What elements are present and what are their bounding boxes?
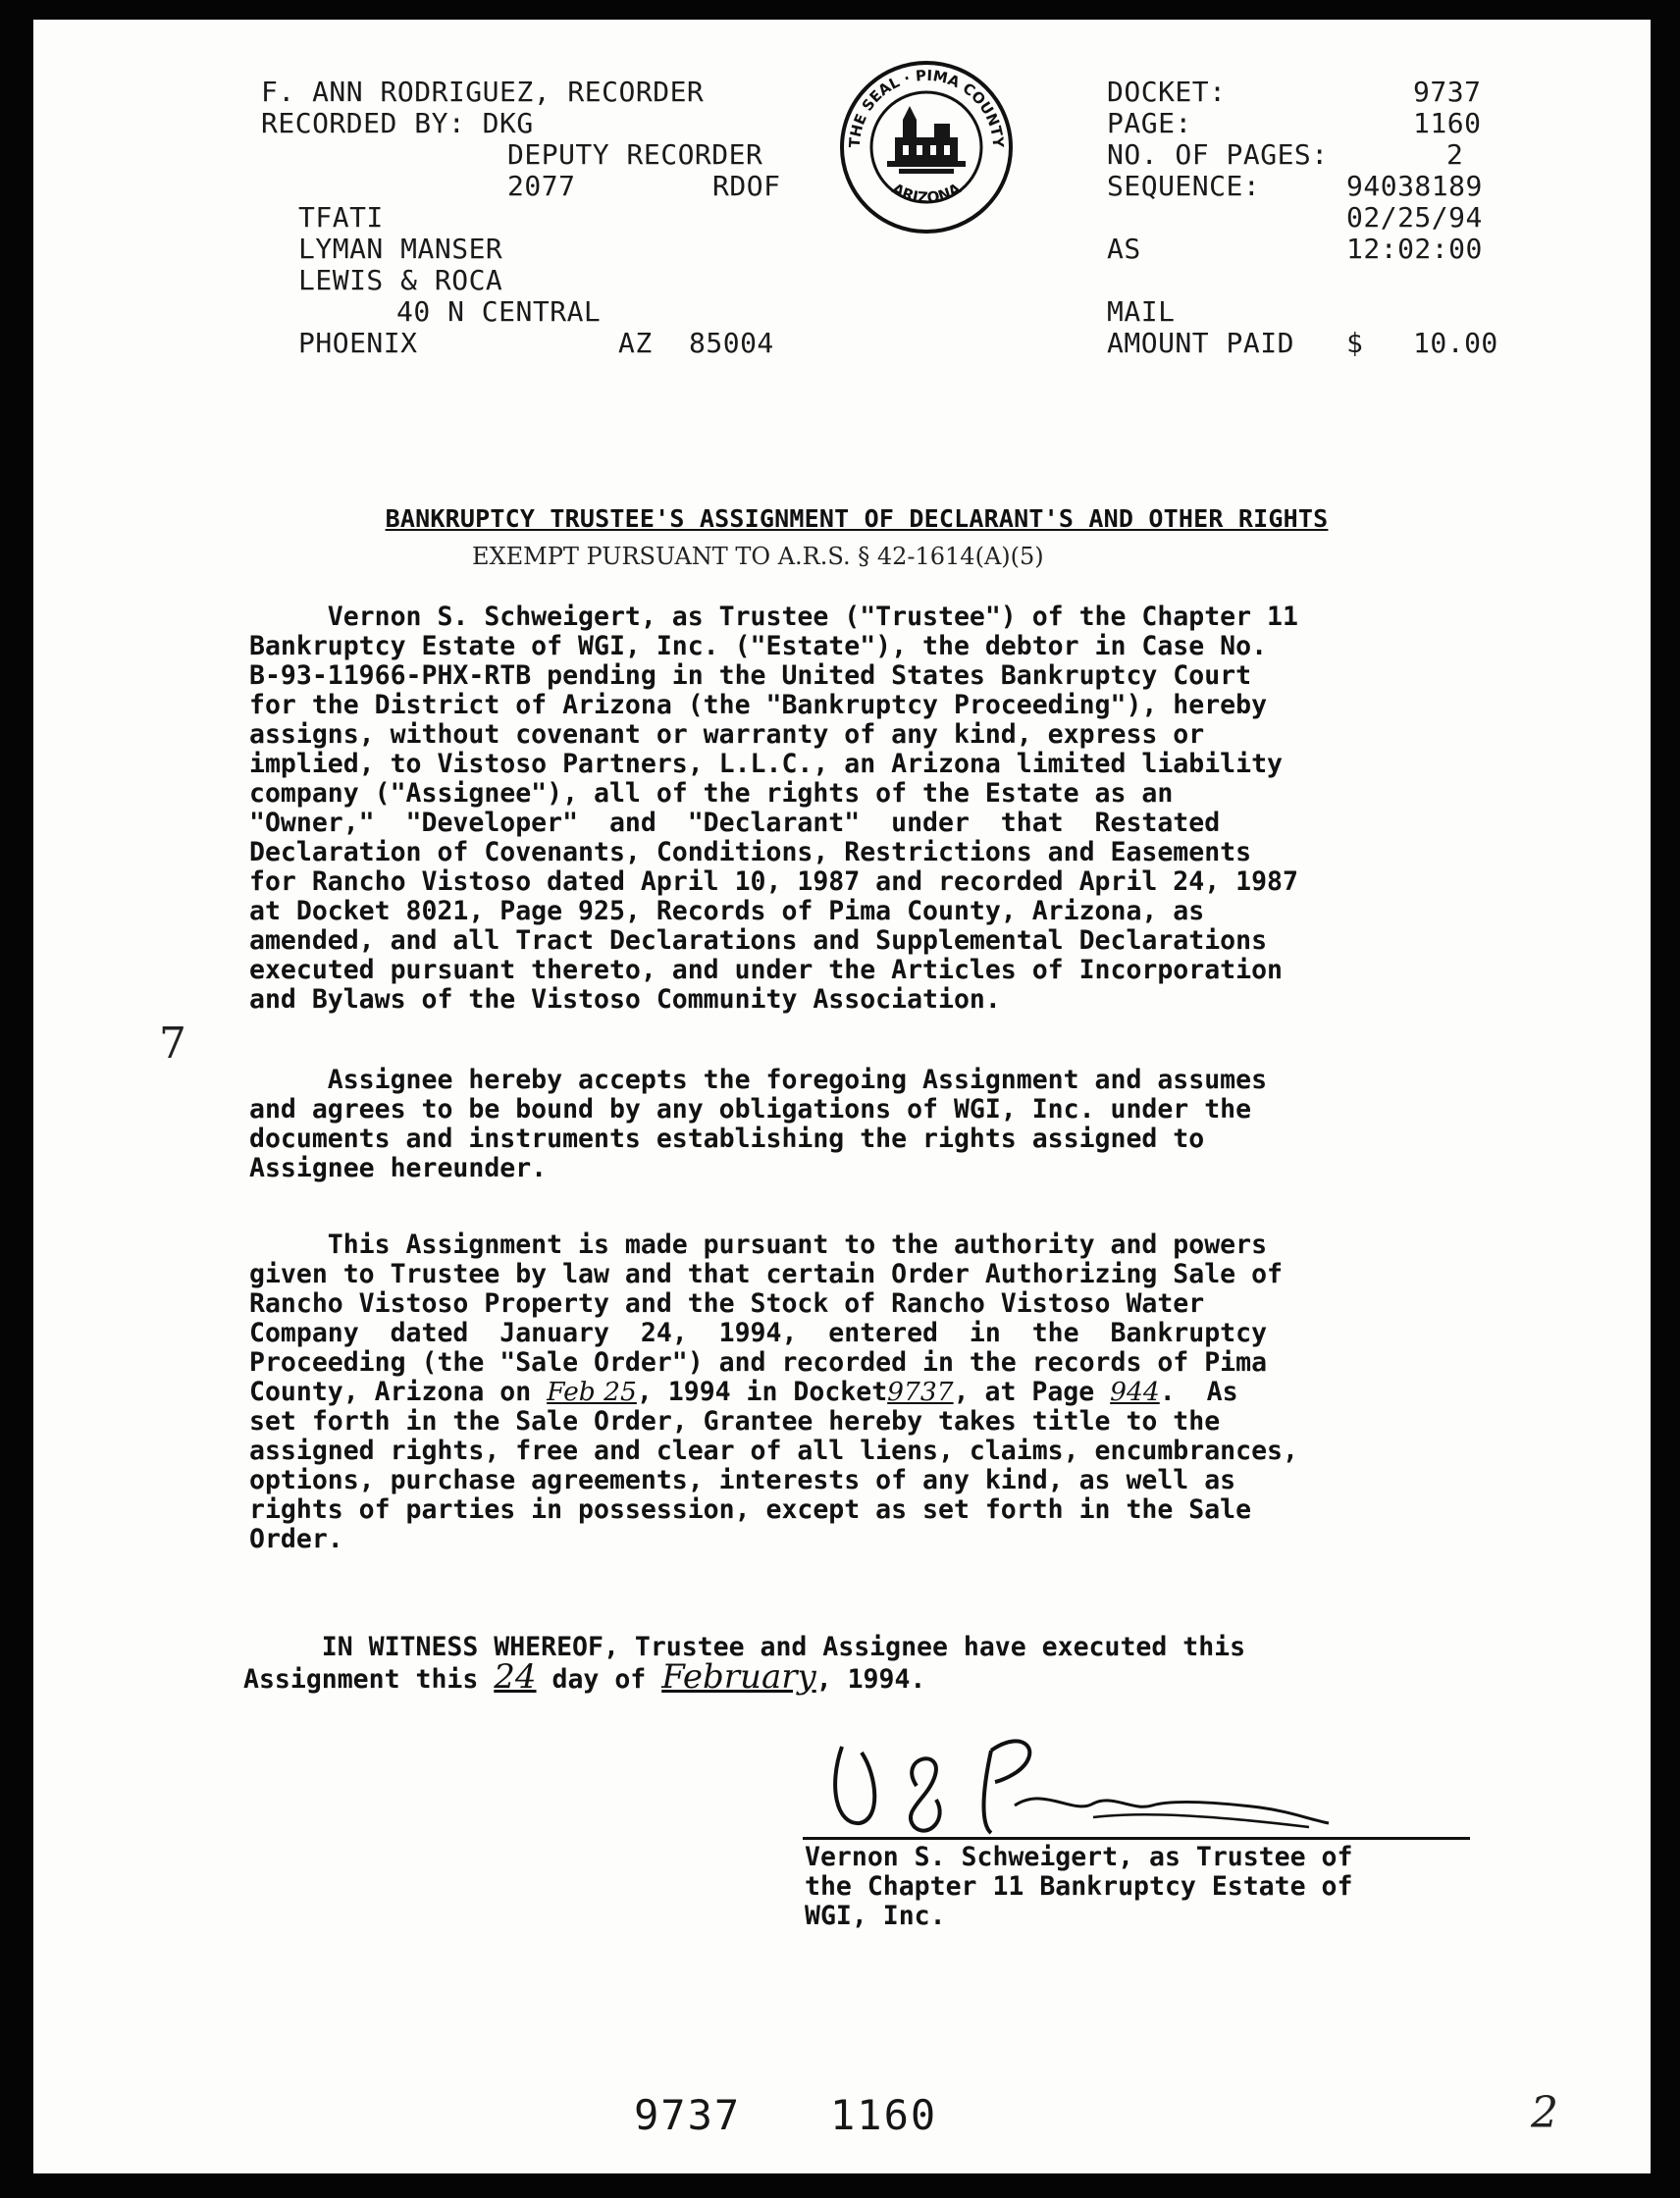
signer-line: WGI, Inc. [805,1901,946,1931]
body-line: Bankruptcy Estate of WGI, Inc. ("Estate"), the debtor in Case No. [249,631,1268,661]
recorder-code-1: 2077 [507,170,576,202]
body-line: B-93-11966-PHX-RTB pending in the United States Bankruptcy Court [249,660,1252,691]
footer-docket: 9737 [634,2091,742,2139]
body-line: for Rancho Vistoso dated April 10, 1987 and recorded April 24, 1987 [249,866,1298,897]
address-state: AZ [618,327,653,359]
handwritten-page: 944 [1110,1377,1160,1407]
document-page [33,20,1651,2173]
footer-page: 1160 [830,2091,938,2139]
handwritten-day: 24 [494,1657,537,1697]
county-seal-icon [838,59,1015,236]
pages-value: 2 [1446,138,1464,171]
witness-text-mid: day of [536,1664,662,1695]
address-line-2: LYMAN MANSER [298,233,503,265]
body-line: for the District of Arizona (the "Bankruptcy Proceeding"), hereby [249,690,1268,720]
page-label: PAGE: [1107,107,1192,139]
body-line: assigns, without covenant or warranty of any kind, express or [249,719,1205,750]
handwritten-month: February [661,1657,816,1697]
mail-label: MAIL [1107,295,1176,328]
svg-text:ARIZONA [889,180,964,207]
body-line-recording [249,1378,1238,1407]
body-line: Company dated January 24, 1994, entered in the Bankruptcy [249,1318,1268,1348]
address-line-3: LEWIS & ROCA [298,264,503,296]
signer-line: Vernon S. Schweigert, as Trustee of [805,1842,1353,1872]
body-line: executed pursuant thereto, and under the Articles of Incorporation [249,955,1283,985]
sequence-label: SEQUENCE: [1107,170,1261,202]
witness-text-post: , 1994. [815,1664,926,1695]
witness-line: IN WITNESS WHEREOF, Trustee and Assignee have executed this [243,1632,1246,1662]
body-line: company ("Assignee"), all of the rights of the Estate as an [249,778,1174,809]
sequence-value: 94038189 [1346,170,1483,202]
recorded-time: 12:02:00 [1346,233,1483,265]
page-number-mark: 2 [1531,2088,1558,2138]
address-line-4: 40 N CENTRAL [396,295,602,328]
body-line: rights of parties in possession, except as set forth in the Sale [249,1494,1252,1525]
as-label: AS [1107,233,1141,265]
page-value: 1160 [1413,107,1482,139]
handwritten-docket: 9737 [887,1377,954,1407]
signature-line [803,1837,1470,1840]
margin-mark: 7 [159,1019,186,1069]
recording-text-pre: County, Arizona on [249,1377,548,1407]
recording-text-mid2: , at Page [953,1377,1111,1407]
seal-text-top: THE SEAL · PIMA COUNTY [845,66,1008,149]
signature-icon [799,1717,1348,1845]
amount-value: 10.00 [1413,327,1498,359]
exempt-statement: EXEMPT PURSUANT TO A.R.S. § 42-1614(A)(5) [472,543,1044,570]
body-line: Declaration of Covenants, Conditions, Restrictions and Easements [249,837,1252,867]
address-city: PHOENIX [298,327,418,359]
body-line: Order. [249,1524,343,1554]
body-line: given to Trustee by law and that certain Order Authorizing Sale of [249,1259,1283,1289]
recorded-by: RECORDED BY: DKG [261,107,534,139]
body-line: Assignee hereunder. [249,1153,548,1183]
address-line-1: TFATI [298,201,384,234]
pages-label: NO. OF PAGES: [1107,138,1329,171]
deputy-recorder: DEPUTY RECORDER [507,138,763,171]
docket-label: DOCKET: [1107,76,1227,108]
amount-currency: $ [1346,327,1364,359]
body-line: options, purchase agreements, interests of any kind, as well as [249,1465,1236,1495]
recorder-name: F. ANN RODRIGUEZ, RECORDER [261,76,705,108]
body-line: This Assignment is made pursuant to the authority and powers [249,1230,1268,1260]
seal-text-bottom: ARIZONA [888,180,965,207]
recording-text-mid: , 1994 in Docket [636,1377,888,1407]
body-line: at Docket 8021, Page 925, Records of Pima County, Arizona, as [249,896,1205,926]
recording-text-post: . As [1159,1377,1238,1407]
body-line: assigned rights, free and clear of all liens, claims, encumbrances, [249,1436,1298,1466]
signer-line: the Chapter 11 Bankruptcy Estate of [805,1871,1353,1902]
body-line: and agrees to be bound by any obligations of WGI, Inc. under the [249,1094,1252,1125]
body-line: documents and instruments establishing the rights assigned to [249,1124,1205,1154]
body-line: Rancho Vistoso Property and the Stock of Rancho Vistoso Water [249,1288,1205,1319]
amount-label: AMOUNT PAID [1107,327,1294,359]
witness-text-pre: Assignment this [243,1664,495,1695]
body-line: Assignee hereby accepts the foregoing Assignment and assumes [249,1065,1268,1095]
body-line: "Owner," "Developer" and "Declarant" under that Restated [249,808,1221,838]
body-line: set forth in the Sale Order, Grantee hereby takes title to the [249,1406,1221,1437]
address-zip: 85004 [689,327,774,359]
recorder-code-2: RDOF [712,170,781,202]
body-line: implied, to Vistoso Partners, L.L.C., an Arizona limited liability [249,749,1283,779]
document-title: BANKRUPTCY TRUSTEE'S ASSIGNMENT OF DECLARANT'S AND OTHER RIGHTS [385,504,1329,533]
docket-value: 9737 [1413,76,1482,108]
witness-date-line [243,1657,926,1697]
svg-text:THE SEAL · PIMA COUNTY [846,67,1007,149]
body-line: Vernon S. Schweigert, as Trustee ("Trustee") of the Chapter 11 [249,602,1298,632]
body-line: Proceeding (the "Sale Order") and recorded in the records of Pima [249,1347,1268,1378]
body-line: and Bylaws of the Vistoso Community Association. [249,984,1001,1015]
recorded-date: 02/25/94 [1346,201,1483,234]
body-line: amended, and all Tract Declarations and Supplemental Declarations [249,925,1268,956]
handwritten-record-date: Feb 25 [547,1377,637,1407]
